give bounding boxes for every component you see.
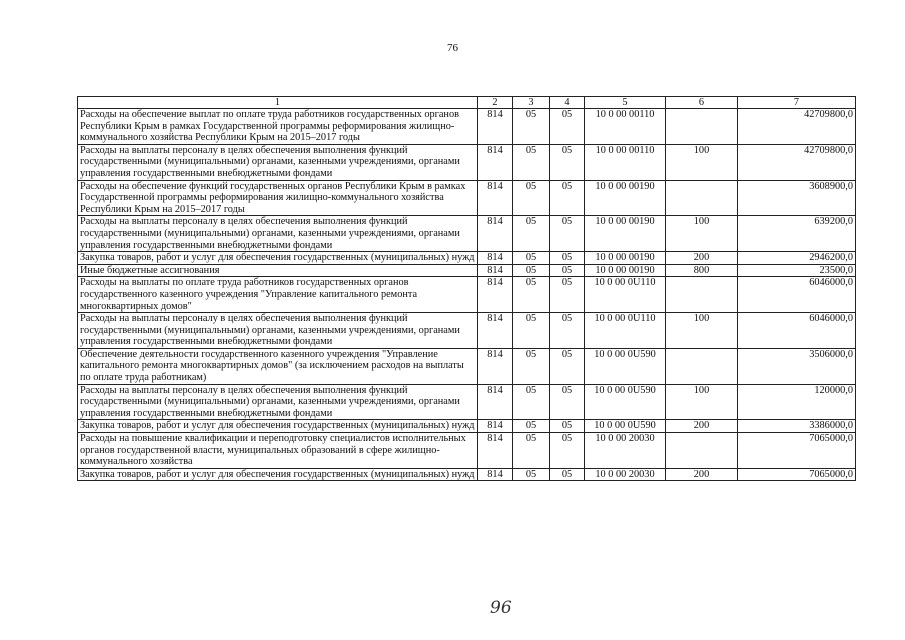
row-target-item-code: 10 0 00 0U590 bbox=[585, 420, 666, 433]
row-amount: 6046000,0 bbox=[738, 313, 856, 349]
row-subsection-code: 05 bbox=[550, 277, 585, 313]
row-ministry-code: 814 bbox=[478, 264, 513, 277]
row-target-item-code: 10 0 00 0U590 bbox=[585, 348, 666, 384]
table-header-row bbox=[78, 97, 856, 109]
table-row bbox=[78, 313, 856, 349]
row-amount: 42709800,0 bbox=[738, 109, 856, 145]
row-expense-name: Расходы на выплаты персоналу в целях обеспечения выполнения функций государственными (муниципальными) органами, казенными учреждениями, органами управления государственными внебюджетными фондами bbox=[78, 144, 478, 180]
header-col-7: 7 bbox=[738, 97, 856, 109]
table-row bbox=[78, 433, 856, 469]
table-row bbox=[78, 264, 856, 277]
row-subsection-code: 05 bbox=[550, 313, 585, 349]
table-row bbox=[78, 348, 856, 384]
row-target-item-code: 10 0 00 0U590 bbox=[585, 384, 666, 420]
row-expense-name: Расходы на выплаты персоналу в целях обеспечения выполнения функций государственными (муниципальными) органами, казенными учреждениями, органами управления государственными внебюджетными фондами bbox=[78, 313, 478, 349]
row-expense-type-code bbox=[666, 348, 738, 384]
row-section-code: 05 bbox=[513, 264, 550, 277]
budget-table bbox=[77, 96, 856, 481]
row-subsection-code: 05 bbox=[550, 180, 585, 216]
row-expense-name: Расходы на выплаты персоналу в целях обеспечения выполнения функций государственными (муниципальными) органами, казенными учреждениями, органами управления государственными внебюджетными фондами bbox=[78, 384, 478, 420]
row-ministry-code: 814 bbox=[478, 420, 513, 433]
row-ministry-code: 814 bbox=[478, 109, 513, 145]
header-col-6: 6 bbox=[666, 97, 738, 109]
row-expense-name: Закупка товаров, работ и услуг для обеспечения государственных (муниципальных) нужд bbox=[78, 420, 478, 433]
table-row bbox=[78, 216, 856, 252]
row-target-item-code: 10 0 00 20030 bbox=[585, 433, 666, 469]
row-amount: 3386000,0 bbox=[738, 420, 856, 433]
row-subsection-code: 05 bbox=[550, 433, 585, 469]
table-row bbox=[78, 252, 856, 265]
table-row bbox=[78, 420, 856, 433]
row-section-code: 05 bbox=[513, 216, 550, 252]
row-expense-name: Расходы на обеспечение выплат по оплате труда работников государственных органов Республики Крым в рамках Государственной программы реформирования жилищно-коммунального хозяйства Республики Крым на 2015–2017 годы bbox=[78, 109, 478, 145]
row-target-item-code: 10 0 00 0U110 bbox=[585, 277, 666, 313]
row-expense-type-code: 800 bbox=[666, 264, 738, 277]
row-subsection-code: 05 bbox=[550, 468, 585, 481]
header-col-5: 5 bbox=[585, 97, 666, 109]
row-target-item-code: 10 0 00 00190 bbox=[585, 180, 666, 216]
table-row bbox=[78, 109, 856, 145]
row-amount: 23500,0 bbox=[738, 264, 856, 277]
row-section-code: 05 bbox=[513, 348, 550, 384]
row-expense-type-code: 100 bbox=[666, 144, 738, 180]
row-target-item-code: 10 0 00 0U110 bbox=[585, 313, 666, 349]
row-section-code: 05 bbox=[513, 277, 550, 313]
row-expense-name: Закупка товаров, работ и услуг для обеспечения государственных (муниципальных) нужд bbox=[78, 468, 478, 481]
row-expense-name: Закупка товаров, работ и услуг для обеспечения государственных (муниципальных) нужд bbox=[78, 252, 478, 265]
row-target-item-code: 10 0 00 00190 bbox=[585, 252, 666, 265]
row-section-code: 05 bbox=[513, 180, 550, 216]
row-subsection-code: 05 bbox=[550, 216, 585, 252]
row-target-item-code: 10 0 00 20030 bbox=[585, 468, 666, 481]
row-expense-name: Расходы на выплаты персоналу в целях обеспечения выполнения функций государственными (муниципальными) органами, казенными учреждениями, органами управления государственными внебюджетными фондами bbox=[78, 216, 478, 252]
row-ministry-code: 814 bbox=[478, 277, 513, 313]
row-amount: 120000,0 bbox=[738, 384, 856, 420]
row-target-item-code: 10 0 00 00110 bbox=[585, 144, 666, 180]
row-expense-type-code bbox=[666, 433, 738, 469]
row-expense-name: Расходы на выплаты по оплате труда работников государственных органов государственного казенного учреждения "Управление капитального ремонта многоквартирных домов" bbox=[78, 277, 478, 313]
row-ministry-code: 814 bbox=[478, 433, 513, 469]
row-expense-type-code bbox=[666, 277, 738, 313]
row-amount: 3506000,0 bbox=[738, 348, 856, 384]
row-section-code: 05 bbox=[513, 144, 550, 180]
header-col-2: 2 bbox=[478, 97, 513, 109]
header-col-4: 4 bbox=[550, 97, 585, 109]
row-section-code: 05 bbox=[513, 468, 550, 481]
row-subsection-code: 05 bbox=[550, 144, 585, 180]
table-row bbox=[78, 180, 856, 216]
row-expense-type-code: 200 bbox=[666, 252, 738, 265]
row-ministry-code: 814 bbox=[478, 313, 513, 349]
table-row bbox=[78, 277, 856, 313]
row-expense-name: Расходы на обеспечение функций государственных органов Республики Крым в рамках Государственной программы реформирования жилищно-коммунального хозяйства Республики Крым на 2015–2017 годы bbox=[78, 180, 478, 216]
row-section-code: 05 bbox=[513, 384, 550, 420]
row-expense-name: Обеспечение деятельности государственного казенного учреждения "Управление капитального ремонта многоквартирных домов" (за исключением расходов на выплаты по оплате труда работникам) bbox=[78, 348, 478, 384]
row-expense-type-code: 200 bbox=[666, 468, 738, 481]
row-amount: 42709800,0 bbox=[738, 144, 856, 180]
row-expense-type-code: 100 bbox=[666, 313, 738, 349]
row-subsection-code: 05 bbox=[550, 264, 585, 277]
row-expense-type-code bbox=[666, 109, 738, 145]
row-amount: 2946200,0 bbox=[738, 252, 856, 265]
table-row bbox=[78, 468, 856, 481]
row-subsection-code: 05 bbox=[550, 384, 585, 420]
row-section-code: 05 bbox=[513, 433, 550, 469]
table-row bbox=[78, 144, 856, 180]
row-ministry-code: 814 bbox=[478, 384, 513, 420]
table-body bbox=[78, 109, 856, 481]
row-expense-type-code: 100 bbox=[666, 216, 738, 252]
row-expense-type-code: 200 bbox=[666, 420, 738, 433]
row-expense-name: Иные бюджетные ассигнования bbox=[78, 264, 478, 277]
row-amount: 7065000,0 bbox=[738, 468, 856, 481]
row-ministry-code: 814 bbox=[478, 180, 513, 216]
row-expense-name: Расходы на повышение квалификации и переподготовку специалистов исполнительных органов государственной власти, муниципальных образований в сфере жилищно-коммунального хозяйства bbox=[78, 433, 478, 469]
handwritten-signature: 96 bbox=[490, 598, 512, 618]
row-subsection-code: 05 bbox=[550, 252, 585, 265]
row-ministry-code: 814 bbox=[478, 468, 513, 481]
row-section-code: 05 bbox=[513, 109, 550, 145]
header-col-3: 3 bbox=[513, 97, 550, 109]
row-ministry-code: 814 bbox=[478, 252, 513, 265]
row-expense-type-code: 100 bbox=[666, 384, 738, 420]
row-target-item-code: 10 0 00 00110 bbox=[585, 109, 666, 145]
row-section-code: 05 bbox=[513, 420, 550, 433]
row-subsection-code: 05 bbox=[550, 109, 585, 145]
row-section-code: 05 bbox=[513, 252, 550, 265]
row-expense-type-code bbox=[666, 180, 738, 216]
row-target-item-code: 10 0 00 00190 bbox=[585, 216, 666, 252]
table-row bbox=[78, 384, 856, 420]
page-number: 76 bbox=[447, 42, 458, 54]
header-col-1: 1 bbox=[78, 97, 478, 109]
row-amount: 3608900,0 bbox=[738, 180, 856, 216]
row-target-item-code: 10 0 00 00190 bbox=[585, 264, 666, 277]
row-amount: 6046000,0 bbox=[738, 277, 856, 313]
row-subsection-code: 05 bbox=[550, 348, 585, 384]
row-subsection-code: 05 bbox=[550, 420, 585, 433]
row-amount: 7065000,0 bbox=[738, 433, 856, 469]
row-amount: 639200,0 bbox=[738, 216, 856, 252]
row-ministry-code: 814 bbox=[478, 348, 513, 384]
row-ministry-code: 814 bbox=[478, 144, 513, 180]
row-section-code: 05 bbox=[513, 313, 550, 349]
row-ministry-code: 814 bbox=[478, 216, 513, 252]
